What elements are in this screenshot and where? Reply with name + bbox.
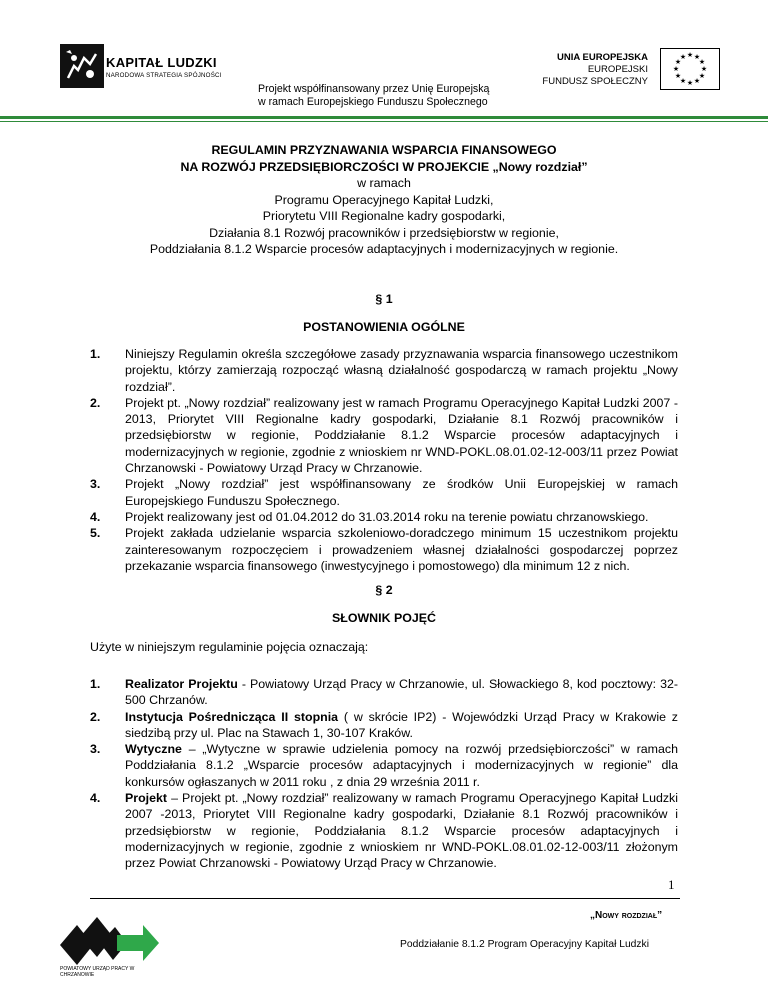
list-item xyxy=(90,525,678,574)
cofinancing-note xyxy=(258,83,489,108)
item-text: Projekt zakłada udzielanie wsparcia szkoleniowo-doradczego minimum 15 uczestnikom projektu zainteresowanym rozpoczęciem i prowadzeniem własnej działalności gospodarczej poprzez przekazanie wsparcia finansowego (inwestycyjnego i pomostowego) dla minimum 12 z nich. xyxy=(125,526,678,573)
document-title xyxy=(0,142,768,258)
svg-text:★: ★ xyxy=(674,58,682,66)
eu-label xyxy=(540,52,648,88)
section2-mark: § 2 xyxy=(375,583,393,597)
footer-program-line: Poddziałanie 8.1.2 Program Operacyjny Kapitał Ludzki xyxy=(400,939,649,950)
svg-text:★: ★ xyxy=(700,65,708,73)
item-number: 5. xyxy=(90,526,101,541)
item-text: – Projekt pt. „Nowy rozdział” realizowany w ramach Programu Operacyjnego Kapitał Ludzki 2007 -2013, Priorytet VIII Regionalne kadry gospodarki, Działanie 8.1 Rozwój pracowników i przedsiębiorstw w regionie, Poddziałania 8.1.2 Wsparcie procesów adaptacyjnych i modernizacyjnych w regionie, zgodnie z wnioskiem nr WND-POKL.08.01.02-12-003/11 złożonym przez Powiat Chrzanowski - Powiatowy Urząd Pracy w Chrzanowie. xyxy=(125,791,678,871)
page-number: 1 xyxy=(668,877,675,892)
item-number: 1. xyxy=(90,677,101,691)
svg-text:★: ★ xyxy=(674,72,682,80)
svg-text:★: ★ xyxy=(698,58,706,66)
section2-heading: SŁOWNIK POJĘĆ xyxy=(332,611,436,625)
item-text: Projekt realizowany jest od 01.04.2012 do 31.03.2014 roku na terenie powiatu chrzanowskiego. xyxy=(125,509,649,524)
title-line4: Programu Operacyjnego Kapitał Ludzki, xyxy=(274,192,494,207)
list-item xyxy=(90,741,678,790)
item-number: 2. xyxy=(90,709,101,724)
list-item xyxy=(90,709,678,742)
page-header xyxy=(0,0,768,110)
title-line1: REGULAMIN PRZYZNAWANIA WSPARCIA FINANSOWEGO xyxy=(211,143,557,157)
item-number: 4. xyxy=(90,791,101,806)
title-line3: w ramach xyxy=(357,176,411,190)
header-divider xyxy=(0,116,768,119)
item-term: Wytyczne xyxy=(125,742,182,757)
title-line6: Działania 8.1 Rozwój pracowników i przedsiębiorstw w regionie, xyxy=(209,225,559,240)
list-item xyxy=(90,395,678,476)
cofinancing-line2: w ramach Europejskiego Funduszu Społecznego xyxy=(258,95,488,108)
item-text: - Powiatowy Urząd Pracy w Chrzanowie, ul. Słowackiego 8, kod pocztowy: 32-500 Chrzanów. xyxy=(125,677,678,708)
item-text: – „Wytyczne w sprawie udzielenia pomocy na rozwój przedsiębiorczości” w ramach Poddziałania 8.1.2 „Wsparcie procesów adaptacyjnych i modernizacyjnych w regionie” dla konkursów ogłaszanych w 2011 roku , z dnia 29 września 2011 r. xyxy=(125,742,678,789)
item-number: 1. xyxy=(90,347,101,361)
item-number: 2. xyxy=(90,395,101,410)
svg-text:★: ★ xyxy=(672,65,680,73)
title-line5: Priorytetu VIII Regionalne kadry gospodarki, xyxy=(262,209,506,223)
title-line7: Poddziałania 8.1.2 Wsparcie procesów adaptacyjnych i modernizacyjnych w regionie. xyxy=(149,242,619,256)
kapital-ludzki-wordmark xyxy=(106,55,222,79)
item-text: Projekt pt. „Nowy rozdział” realizowany jest w ramach Programu Operacyjnego Kapitał Ludzki 2007 - 2013, Priorytet VIII Regionalne kadry gospodarki, Działanie 8.1 Rozwój pracowników i przedsiębiorstw w regionie, Poddziałanie 8.1.2 Wsparcie procesów adaptacyjnych i modernizacyjnych w regionie, zgodnie z wnioskiem nr WND-POKL.08.01.02-12-003/11 przez Powiat Chrzanowski - Powiatowy Urząd Pracy w Chrzanowie. xyxy=(125,395,678,476)
svg-text:★: ★ xyxy=(693,53,701,61)
item-term: Instytucja Pośrednicząca II stopnia xyxy=(125,709,339,724)
section1-mark: § 1 xyxy=(375,292,393,306)
kapital-ludzki-logo-icon xyxy=(60,44,104,88)
list-item xyxy=(90,346,678,395)
eu-label-line3: FUNDUSZ SPOŁECZNY xyxy=(542,76,648,87)
title-line2: NA ROZWÓJ PRZEDSIĘBIORCZOŚCI W PROJEKCIE „Nowy rozdział” xyxy=(180,159,588,174)
section2-list xyxy=(90,676,678,872)
svg-text:★: ★ xyxy=(679,53,687,61)
section2-intro: Użyte w niniejszym regulaminie pojęcia oznaczają: xyxy=(90,640,369,654)
svg-text:★: ★ xyxy=(686,79,694,87)
section1-heading: POSTANOWIENIA OGÓLNE xyxy=(303,320,465,334)
svg-text:★: ★ xyxy=(686,51,694,59)
svg-text:★: ★ xyxy=(693,77,701,85)
item-text: Niniejszy Regulamin określa szczegółowe zasady przyznawania wsparcia finansowego uczestnikom projektu, którzy zamierzają rozpocząć własną działalność gospodarczą w ramach projektu „Nowy rozdział”. xyxy=(125,347,678,394)
item-text: ( w skrócie IP2) - Wojewódzki Urząd Pracy w Krakowie z siedzibą przy ul. Plac na Stawach 1, 30-107 Kraków. xyxy=(125,709,679,740)
footer-project-name: „Nowy rozdział” xyxy=(590,910,663,921)
item-term: Projekt xyxy=(125,791,168,806)
eu-flag-icon xyxy=(660,48,720,90)
section1-list xyxy=(90,346,678,574)
item-text: Projekt „Nowy rozdział” jest współfinansowany ze środków Unii Europejskiej w ramach Europejskiego Funduszu Społecznego. xyxy=(125,477,678,508)
kl-subtitle: NARODOWA STRATEGIA SPÓJNOŚCI xyxy=(106,72,222,79)
svg-text:★: ★ xyxy=(698,72,706,80)
eu-label-line1: UNIA EUROPEJSKA xyxy=(557,52,648,63)
pup-logo-text: POWIATOWY URZĄD PRACY W CHRZANOWIE xyxy=(60,966,135,978)
kl-title: KAPITAŁ LUDZKI xyxy=(106,55,217,70)
item-number: 4. xyxy=(90,509,101,524)
item-number: 3. xyxy=(90,742,101,757)
header-divider-thin xyxy=(0,121,768,122)
list-item xyxy=(90,476,678,509)
item-term: Realizator Projektu xyxy=(125,677,238,691)
list-item xyxy=(90,790,678,871)
cofinancing-line1: Projekt współfinansowany przez Unię Europejską xyxy=(258,83,490,95)
eu-label-line2: EUROPEJSKI xyxy=(587,64,648,75)
list-item xyxy=(90,676,678,709)
footer-divider xyxy=(90,898,680,899)
svg-text:★: ★ xyxy=(679,77,687,85)
list-item xyxy=(90,509,678,525)
item-number: 3. xyxy=(90,477,101,492)
